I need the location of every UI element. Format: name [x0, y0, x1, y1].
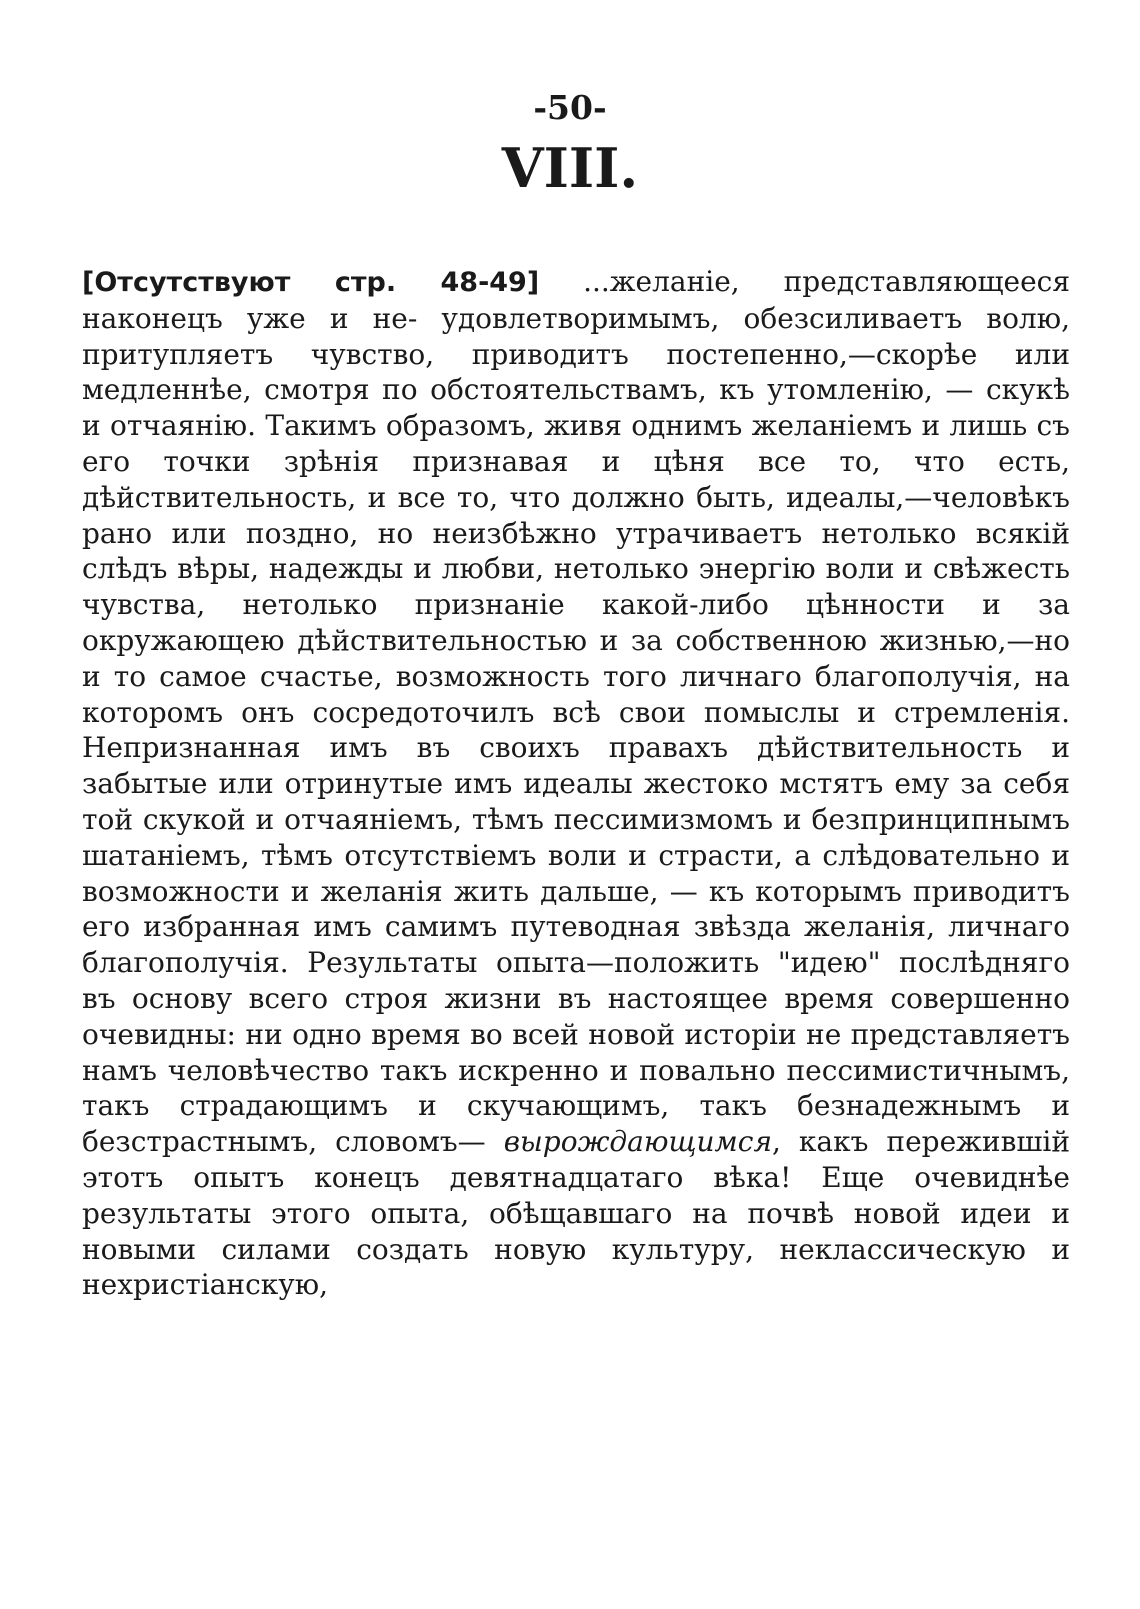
paragraph-text-main: ...желаніе, представляющееся наконецъ уже и не- удовлетворимымъ, обезсиливаетъ волю, притупляетъ чувство, приводитъ постепенно,—скорѣе или медленнѣе, смотря по обстоятельствамъ, къ утомленію, — скукѣ и отчаянію. Такимъ образомъ, живя однимъ желаніемъ и лишь съ его точки зрѣнія признавая и цѣня все то, что есть, дѣйствительность, и все то, что должно быть, идеалы,—человѣкъ рано или поздно, но неизбѣжно утрачиваетъ нетолько всякій слѣдъ вѣры, надежды и любви, нетолько энергію воли и свѣжесть чувства, нетолько признаніе какой-либо цѣнности и за окружающею дѣйствительностью и за собственною жизнью,—но и то самое счастье, возможность того личнаго благополучія, на которомъ онъ сосредоточилъ всѣ свои помыслы и стремленія. Непризнанная имъ въ своихъ правахъ дѣйствительность и забытые или отринутые имъ идеалы жестоко мстятъ ему за себя той скукой и отчаяніемъ, тѣмъ пессимизмомъ и безпринципнымъ шатаніемъ, тѣмъ отсутствіемъ воли и страсти, а слѣдовательно и возможности и желанія жить дальше, — къ которымъ приводитъ его избранная имъ самимъ путеводная звѣзда желанія, личнаго благополучія. Результаты опыта—положить "идею" послѣдняго въ основу всего строя жизни въ настоящее время совершенно очевидны: ни одно время во всей новой исторіи не представляетъ намъ человѣчество такъ искренно и повально пессимистичнымъ, такъ страдающимъ и скучающимъ, такъ безнадежнымъ и безстрастнымъ, словомъ— [82, 265, 1070, 1159]
paragraph-text-end: , какъ пережившій этотъ опытъ конецъ девятнадцатаго вѣка! Еще очевиднѣе результаты этого опыта, обѣщавшаго на почвѣ новой идеи и новыми силами создать новую культуру, неклассическую и нехристіанскую, [82, 1125, 1070, 1302]
emphasized-word: вырождающимся [503, 1125, 772, 1159]
page-number: -50- [533, 88, 607, 127]
chapter-heading: VIII. [501, 136, 639, 200]
body-paragraph [82, 264, 1070, 1303]
missing-pages-note: [Отсутствуют стр. 48-49] [82, 267, 540, 298]
